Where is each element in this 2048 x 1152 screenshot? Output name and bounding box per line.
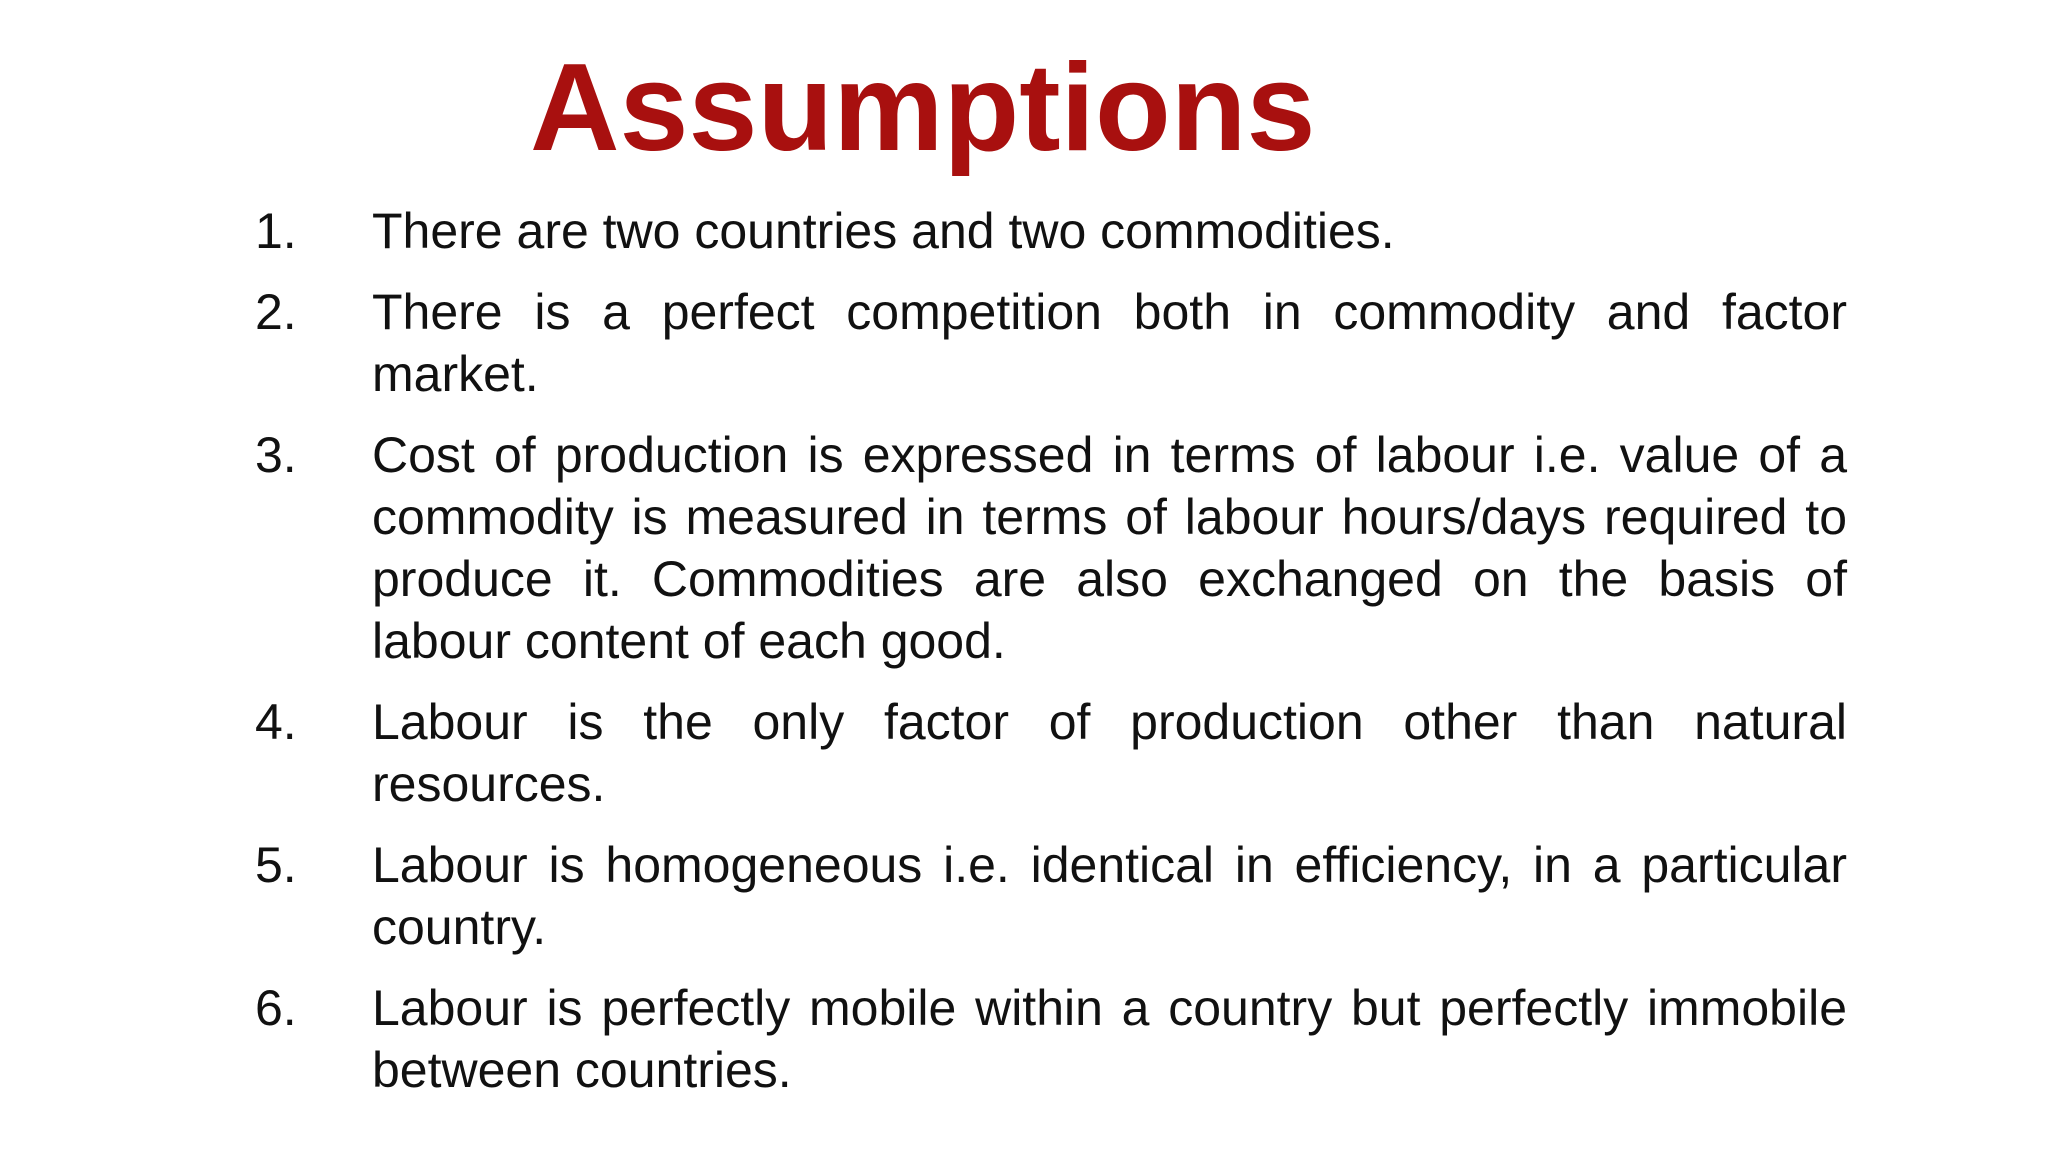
item-text: Labour is homogeneous i.e. identical in efficiency, in a particular country. bbox=[372, 837, 1847, 955]
item-number: 6. bbox=[255, 980, 297, 1036]
list-item bbox=[255, 977, 1855, 1101]
list-item bbox=[255, 691, 1855, 815]
item-text: Labour is the only factor of production other than natural resources. bbox=[372, 694, 1847, 812]
item-number: 5. bbox=[255, 837, 297, 893]
item-number: 1. bbox=[255, 203, 297, 259]
item-text: Labour is perfectly mobile within a country but perfectly immobile between countries. bbox=[372, 980, 1847, 1098]
item-text: There are two countries and two commodities. bbox=[372, 203, 1395, 259]
item-number: 4. bbox=[255, 694, 297, 750]
item-number: 2. bbox=[255, 284, 297, 340]
assumptions-list bbox=[255, 200, 1855, 1120]
list-item bbox=[255, 424, 1855, 672]
item-number: 3. bbox=[255, 427, 297, 483]
item-text: Cost of production is expressed in terms of labour i.e. value of a commodity is measured in terms of labour hours/days required to produce it. Commodities are also exchanged on the basis of labour content of each good. bbox=[372, 427, 1847, 669]
list-item bbox=[255, 281, 1855, 405]
list-item bbox=[255, 834, 1855, 958]
list-item bbox=[255, 200, 1855, 262]
item-text: There is a perfect competition both in commodity and factor market. bbox=[372, 284, 1847, 402]
slide-title: Assumptions bbox=[530, 39, 1316, 177]
